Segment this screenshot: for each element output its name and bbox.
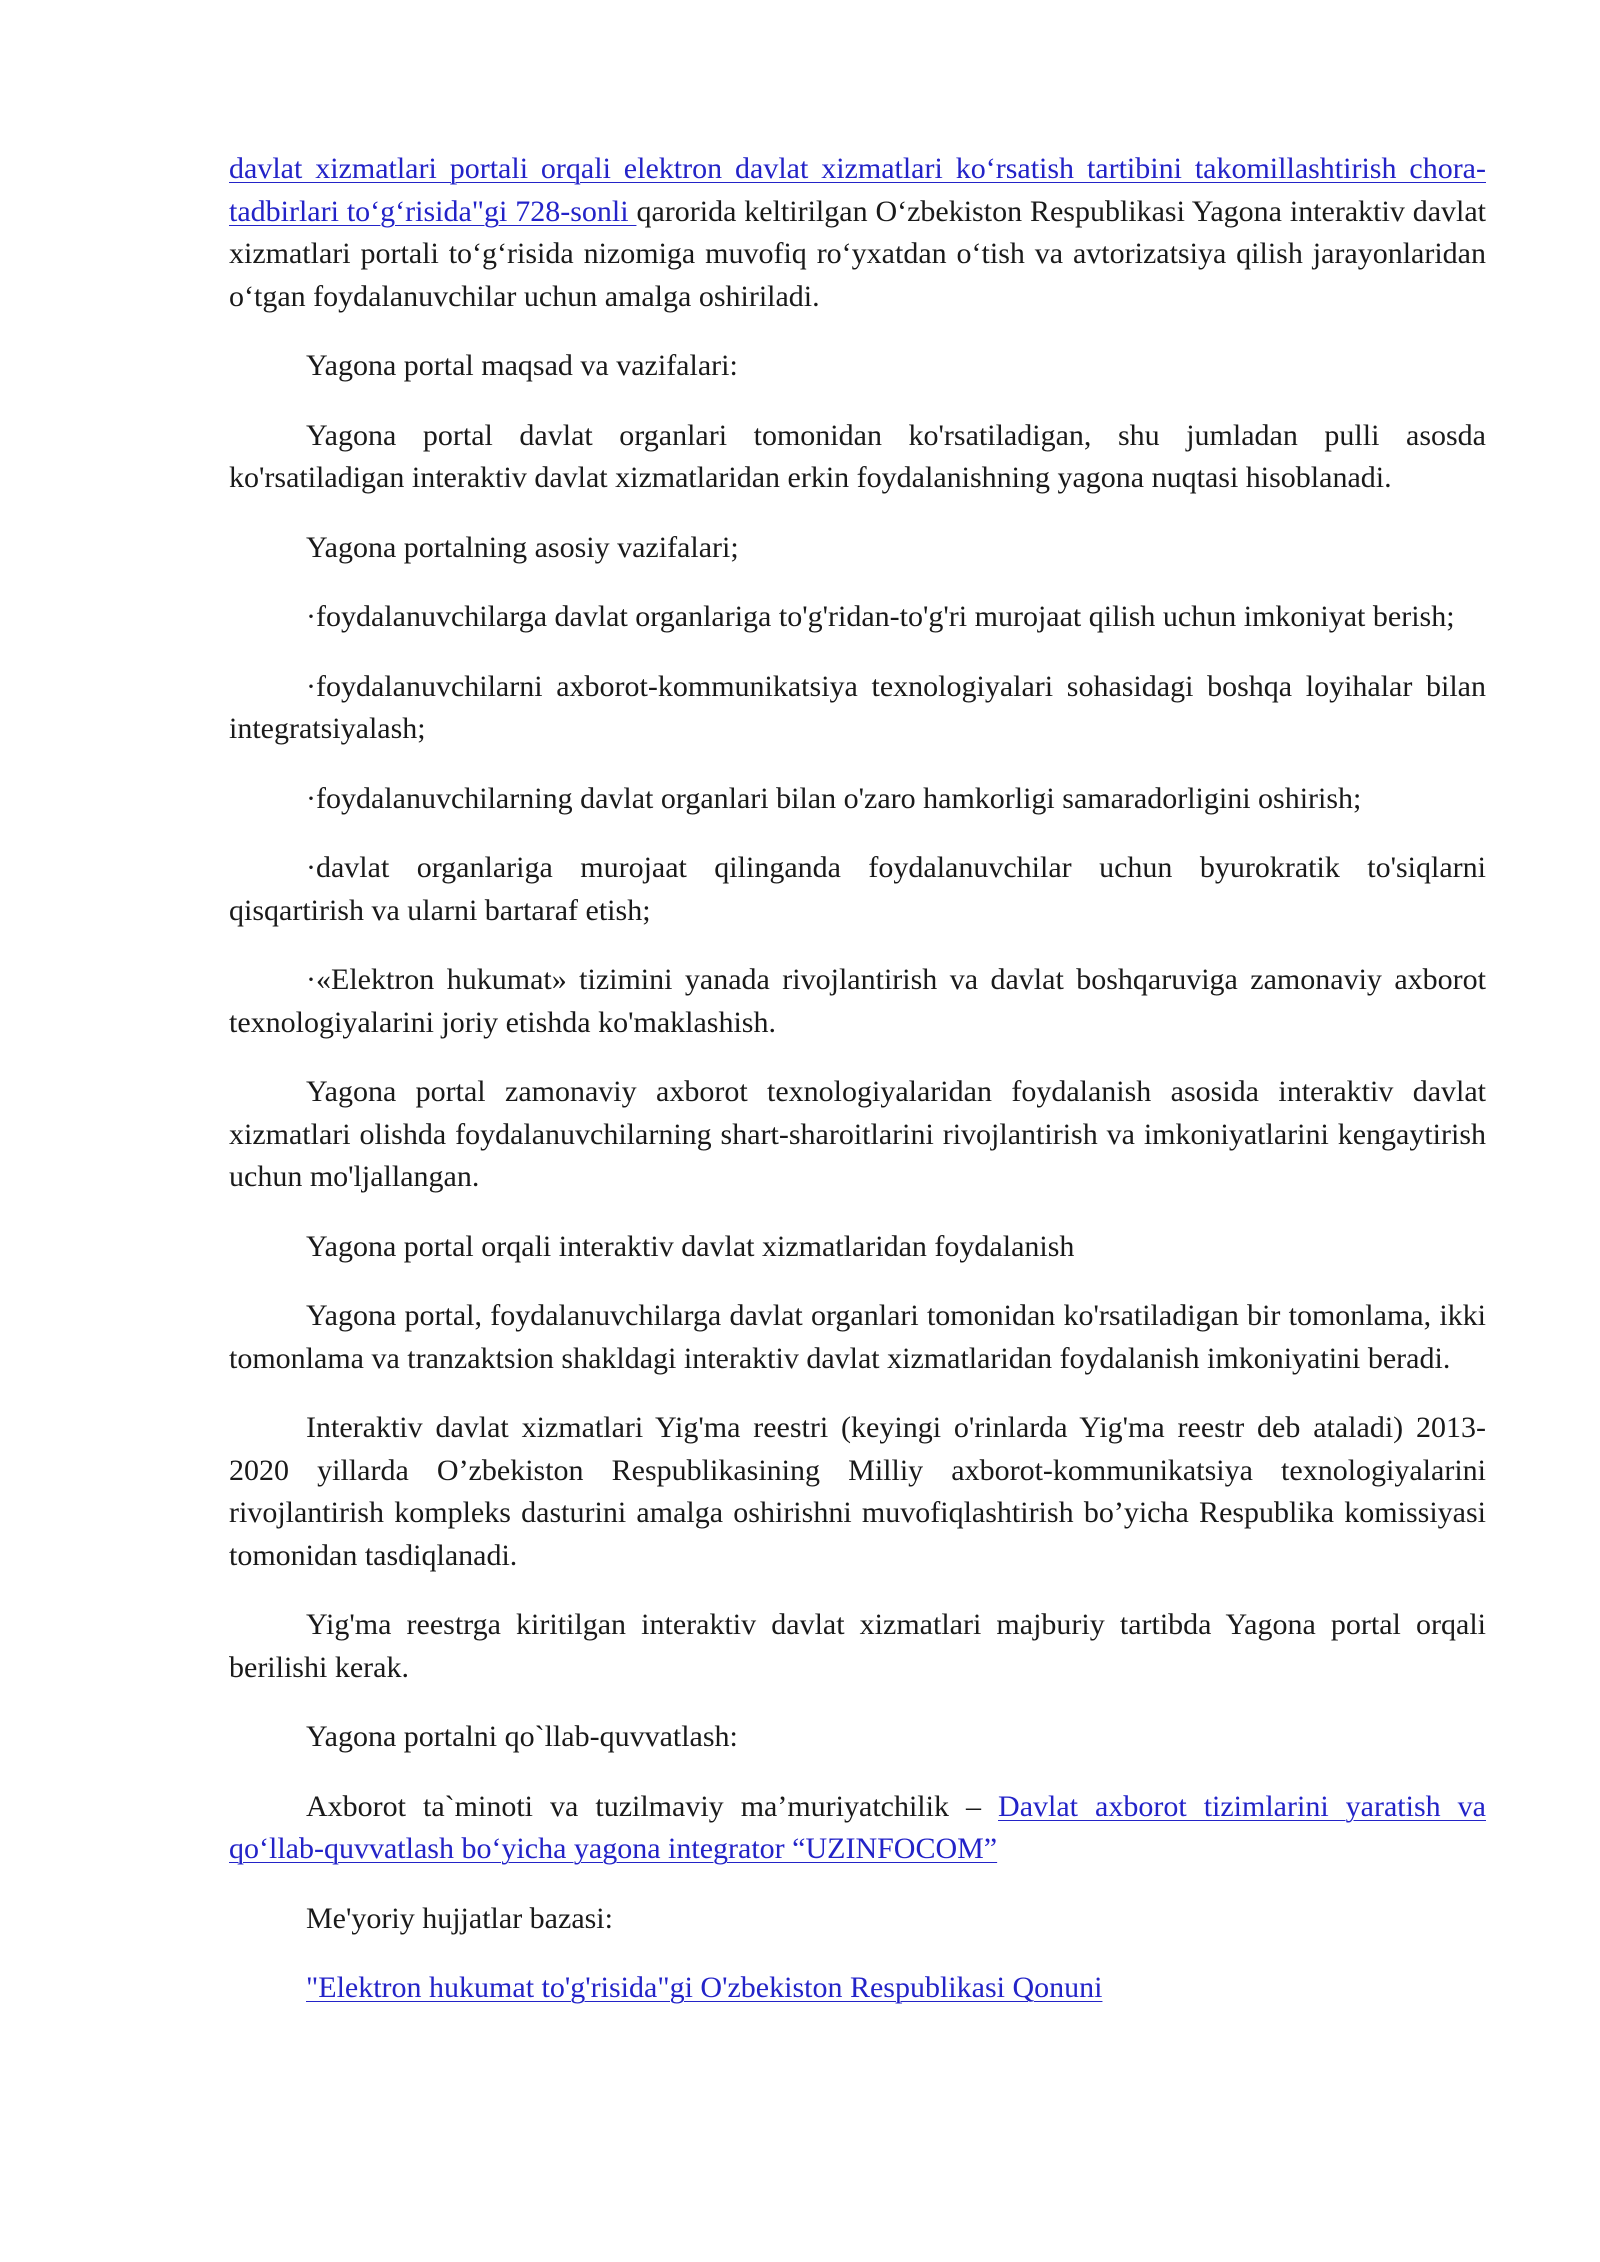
law-paragraph <box>229 1967 1486 2010</box>
tasks-heading: Yagona portalning asosiy vazifalari; <box>306 530 739 564</box>
task-item: ·davlat organlariga murojaat qilinganda foydalanuvchilar uchun byurokratik to'siqlarni qisqartirish va ularni bartaraf etish; <box>229 851 1486 927</box>
task-item: ·foydalanuvchilarni axborot-kommunikatsiya texnologiyalari sohasidagi boshqa loyihalar bilan integratsiyalash; <box>229 669 1486 745</box>
support-paragraph <box>229 1786 1486 1871</box>
document-page <box>229 148 1486 2037</box>
resolution-728-link[interactable]: davlat xizmatlari portali orqali elektron davlat xizmatlari ko‘rsatish tartibini takomillashtirish chora-tadbirlari to‘g‘risida"gi 728-sonli <box>229 152 1486 228</box>
usage-paragraph: Yagona portal, foydalanuvchilarga davlat organlari tomonidan ko'rsatiladigan bir tomonlama, ikki tomonlama va tranzaktsion shakldagi interaktiv davlat xizmatlaridan foydalanish imkoniyatini beradi. <box>229 1299 1486 1375</box>
intro-text: qarorida keltirilgan O‘zbekiston Respublikasi Yagona interaktiv davlat xizmatlari portali to‘g‘risida nizomiga muvofiq ro‘yxatdan o‘tish va avtorizatsiya qilish jarayonlaridan o‘tgan foydalanuvchilar uchun amalga oshiriladi. <box>229 194 1486 313</box>
task-item: ·«Elektron hukumat» tizimini yanada rivojlantirish va davlat boshqaruviga zamonaviy axborot texnologiyalarini joriy etishda ko'maklashish. <box>229 963 1486 1039</box>
goals-paragraph: Yagona portal davlat organlari tomonidan ko'rsatiladigan, shu jumladan pulli asosda ko'rsatiladigan interaktiv davlat xizmatlaridan erkin foydalanishning yagona nuqtasi hisoblanadi. <box>229 418 1486 494</box>
normative-heading: Me'yoriy hujjatlar bazasi: <box>306 1901 613 1935</box>
intro-paragraph <box>229 148 1486 318</box>
usage-heading: Yagona portal orqali interaktiv davlat xizmatlaridan foydalanish <box>306 1229 1075 1263</box>
task-item: ·foydalanuvchilarga davlat organlariga to'g'ridan-to'g'ri murojaat qilish uchun imkoniyat berish; <box>306 600 1455 633</box>
support-heading: Yagona portalni qo`llab-quvvatlash: <box>306 1720 738 1753</box>
electronic-government-law-link[interactable]: "Elektron hukumat to'g'risida"gi O'zbekiston Respublikasi Qonuni <box>306 1971 1103 2004</box>
registry-paragraph: Interaktiv davlat xizmatlari Yig'ma reestri (keyingi o'rinlarda Yig'ma reestr deb ataladi) 2013-2020 yillarda O’zbekiston Respublikasining Milliy axborot-kommunikatsiya texnologiyalarini rivojlantirish kompleks dasturini amalga oshirishni muvofiqlashtirish bo’yicha Respublika komissiyasi tomonidan tasdiqlanadi. <box>229 1411 1486 1572</box>
goals-heading: Yagona portal maqsad va vazifalari: <box>306 349 738 382</box>
support-text: Axborot ta`minoti va tuzilmaviy ma’muriyatchilik – <box>306 1789 999 1823</box>
uzinfocom-link[interactable]: Davlat axborot tizimlarini yaratish va qo‘llab-quvvatlash bo‘yicha yagona integrator “UZINFOCOM” <box>229 1789 1486 1865</box>
registry-mandatory-paragraph: Yig'ma reestrga kiritilgan interaktiv davlat xizmatlari majburiy tartibda Yagona portal orqali berilishi kerak. <box>229 1608 1486 1684</box>
modern-technologies-paragraph: Yagona portal zamonaviy axborot texnologiyalaridan foydalanish asosida interaktiv davlat xizmatlari olishda foydalanuvchilarning shart-sharoitlarini rivojlantirish va imkoniyatlarini kengaytirish uchun mo'ljallangan. <box>229 1075 1486 1193</box>
task-item: ·foydalanuvchilarning davlat organlari bilan o'zaro hamkorligi samaradorligini oshirish; <box>306 781 1362 815</box>
